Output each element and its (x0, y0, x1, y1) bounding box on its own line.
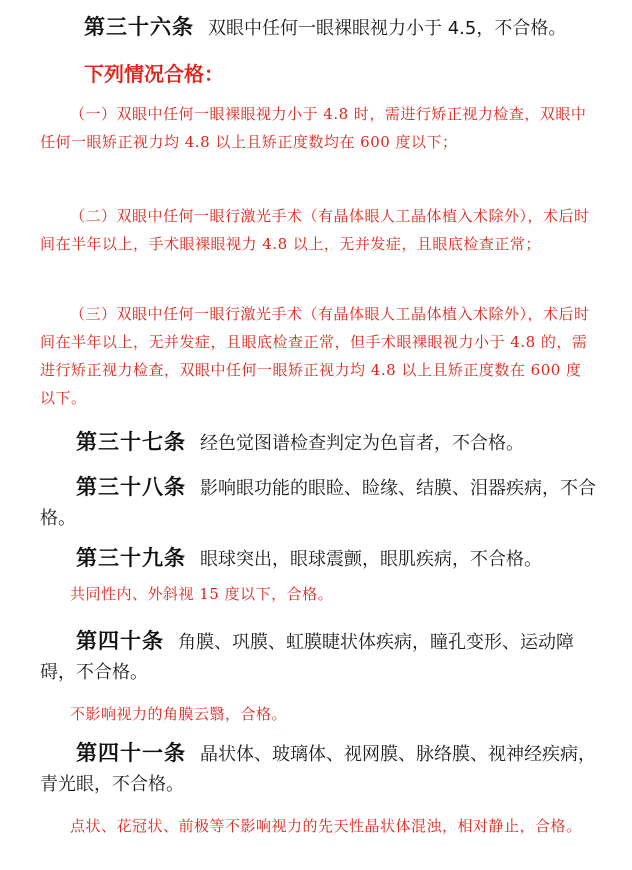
article-41 (40, 738, 600, 800)
article-37 (40, 427, 600, 459)
article-title: 第三十九条 (76, 546, 186, 570)
article-text: 影响眼功能的眼睑、睑缘、结膜、泪器疾病，不合格。 (40, 478, 596, 529)
article-title: 第四十条 (76, 629, 164, 653)
qualified-item-3: （三）双眼中任何一眼行激光手术（有晶体眼人工晶体植入术除外），术后时间在半年以上，无并发症，且眼底检查正常，但手术眼裸眼视力小于 4.8 的，需进行矫正视力检查，双眼中任何一眼矫正视力均 4.8 以上且矫正度数在 600 度以下。 (40, 305, 590, 407)
note-cornea: 不影响视力的角膜云翳，合格。 (70, 705, 288, 723)
article-39 (40, 543, 600, 575)
qualified-heading: 下列情况合格： (84, 62, 224, 86)
article-title: 第三十六条 (84, 15, 194, 39)
qualified-item-2: （二）双眼中任何一眼行激光手术（有晶体眼人工晶体植入术除外），术后时间在半年以上，手术眼裸眼视力 4.8 以上，无并发症，且眼底检查正常； (40, 207, 590, 253)
article-38 (40, 472, 600, 534)
qualified-item-1: （一）双眼中任何一眼裸眼视力小于 4.8 时，需进行矫正视力检查，双眼中任何一眼矫正视力均 4.8 以上且矫正度数均在 600 度以下； (40, 105, 587, 151)
note-strabismus: 共同性内、外斜视 15 度以下，合格。 (70, 585, 334, 603)
article-text: 角膜、巩膜、虹膜睫状体疾病，瞳孔变形、运动障碍，不合格。 (40, 632, 574, 683)
article-text: 经色觉图谱检查判定为色盲者，不合格。 (200, 433, 524, 454)
article-text: 双眼中任何一眼裸眼视力小于 4.5，不合格。 (208, 18, 567, 39)
article-text: 眼球突出，眼球震颤，眼肌疾病，不合格。 (200, 549, 542, 570)
note-lens: 点状、花冠状、前极等不影响视力的先天性晶状体混浊，相对静止，合格。 (70, 817, 582, 835)
article-36 (84, 12, 604, 44)
article-40 (40, 626, 600, 688)
article-text: 晶状体、玻璃体、视网膜、脉络膜、视神经疾病，青光眼，不合格。 (40, 744, 596, 795)
article-title: 第三十八条 (76, 475, 186, 499)
article-title: 第四十一条 (76, 741, 186, 765)
article-title: 第三十七条 (76, 430, 186, 454)
